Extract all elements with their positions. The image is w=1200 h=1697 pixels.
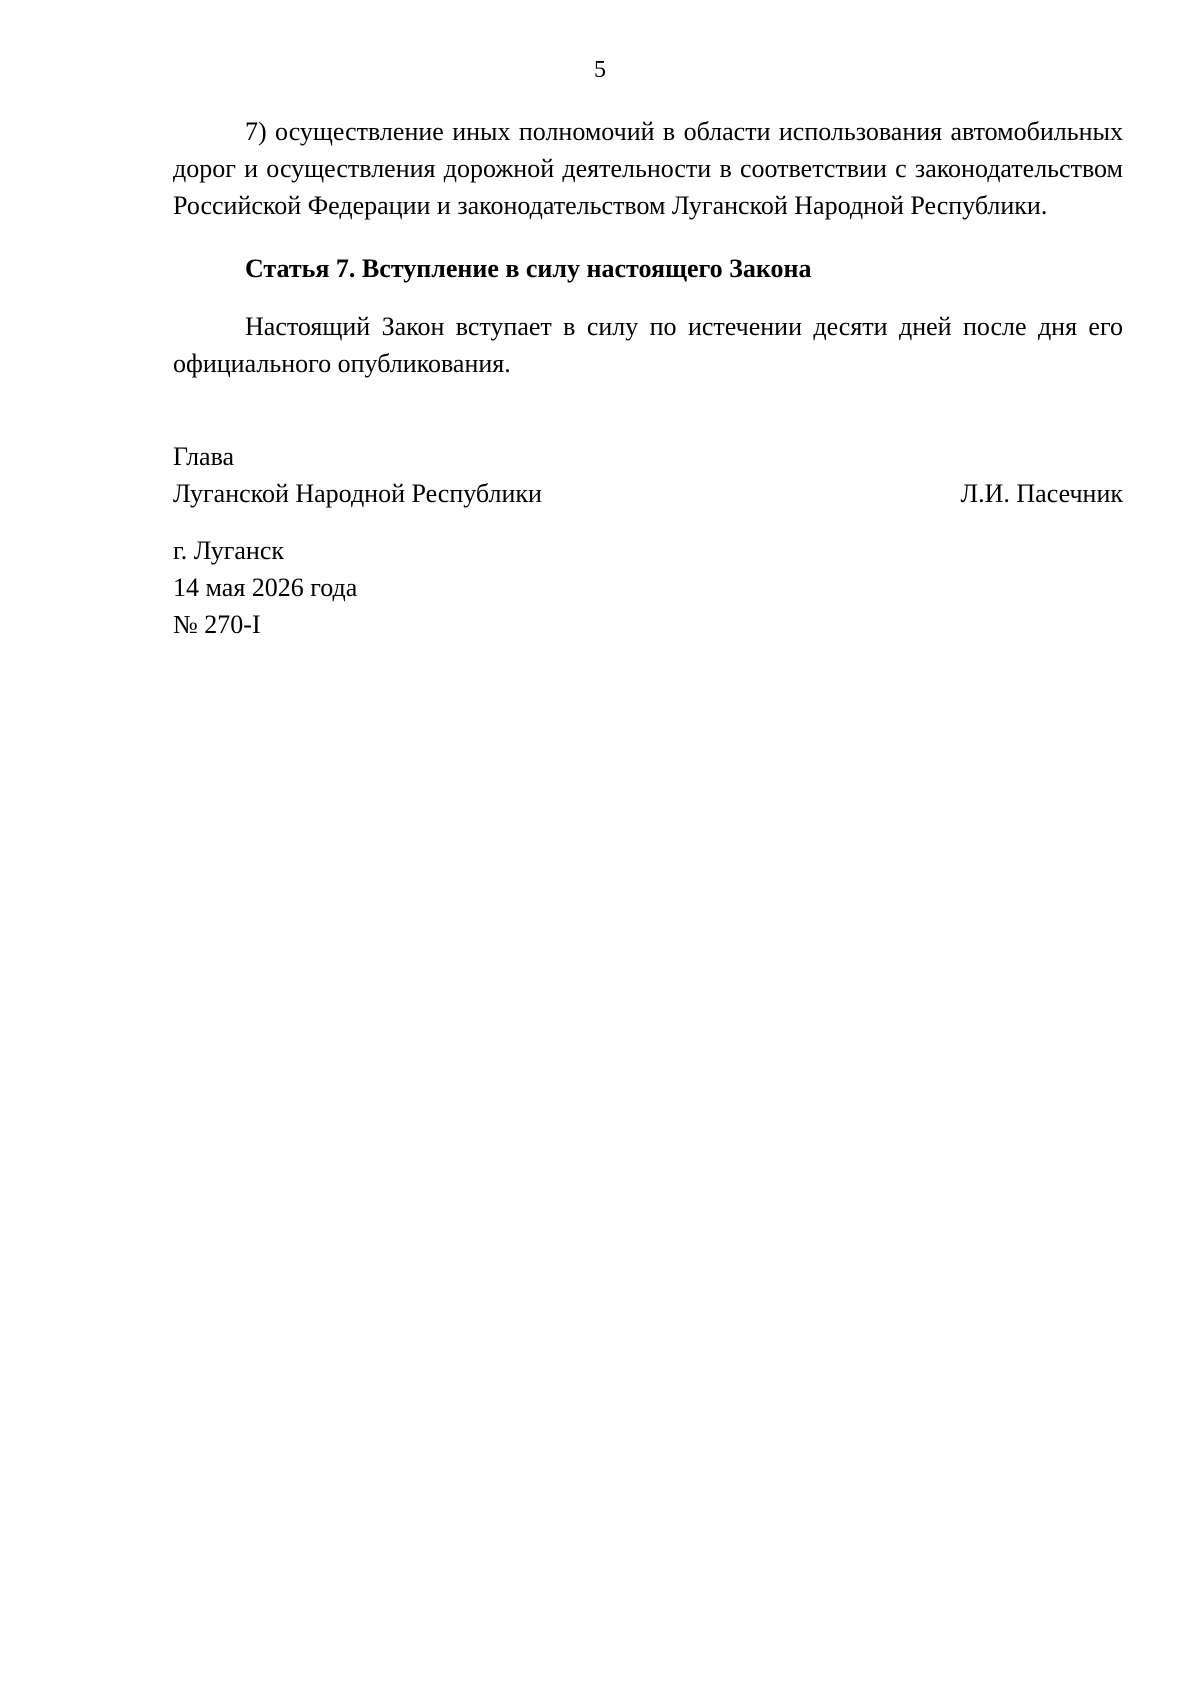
- city: г. Луганск: [173, 536, 285, 565]
- article-7-heading: Статья 7. Вступление в силу настоящего Закона: [245, 254, 812, 283]
- signatory-title-line1: Глава: [173, 442, 235, 471]
- page-number: 5: [594, 57, 606, 83]
- signatory-title-line2: Луганской Народной Республики: [173, 479, 542, 508]
- signature-block: [173, 438, 1123, 512]
- paragraph-item-7: 7) осуществление иных полномочий в области использования автомобильных дорог и осуществления дорожной деятельности в соответствии с законодательством Российской Федерации и законодательством Луганской Народной Республики.: [173, 117, 1123, 220]
- place-date-block: [173, 532, 1123, 643]
- signature-line: [173, 475, 1123, 512]
- signatory-name: Л.И. Пасечник: [960, 479, 1123, 508]
- law-number: № 270-I: [173, 610, 261, 639]
- document-body: [173, 113, 1123, 643]
- article-7-text: Настоящий Закон вступает в силу по истечении десяти дней после дня его официального опубликования.: [173, 312, 1123, 378]
- date: 14 мая 2026 года: [173, 573, 358, 602]
